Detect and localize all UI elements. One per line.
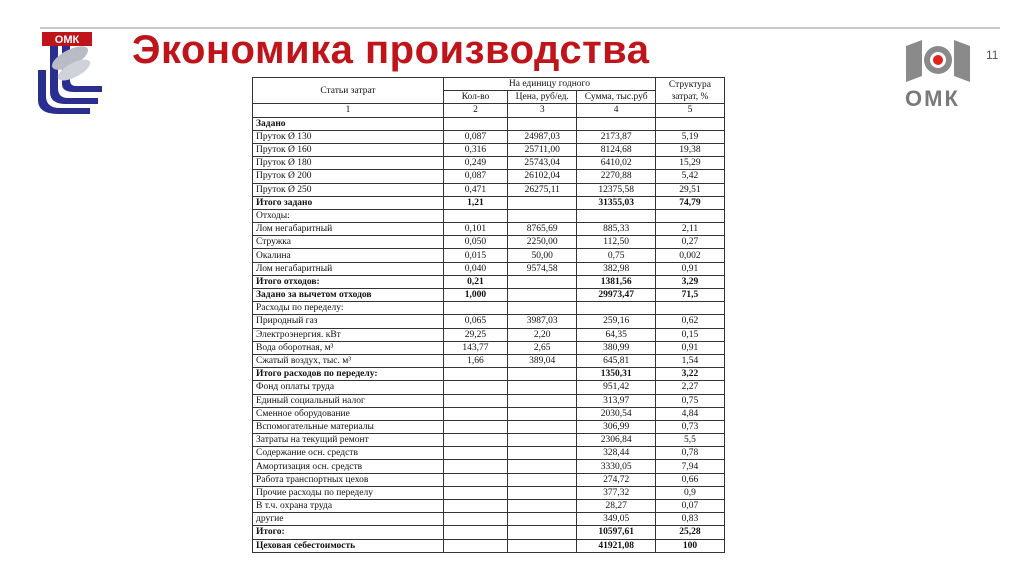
row-price: [508, 407, 577, 420]
row-price: 26102,04: [508, 170, 577, 183]
column-number-row: [253, 104, 725, 117]
row-share: [655, 302, 724, 315]
row-label: Стружка: [253, 236, 444, 249]
row-label: Итого:: [253, 526, 444, 539]
row-quantity: 29,25: [443, 328, 507, 341]
row-label: Итого задано: [253, 196, 444, 209]
row-price: 2,20: [508, 328, 577, 341]
page-title: Экономика производства: [132, 28, 650, 72]
row-quantity: 0,050: [443, 236, 507, 249]
row-price: [508, 289, 577, 302]
row-sum: 645,81: [577, 354, 656, 367]
row-sum: 328,44: [577, 447, 656, 460]
omk-logo-text: ОМК: [905, 86, 960, 111]
row-quantity: 1,66: [443, 354, 507, 367]
table-row: [253, 289, 725, 302]
table-row: [253, 236, 725, 249]
row-label: Пруток Ø 130: [253, 130, 444, 143]
row-label: Пруток Ø 160: [253, 143, 444, 156]
row-price: [508, 526, 577, 539]
header-sum: Сумма, тыс.руб: [577, 91, 656, 104]
row-sum: 2030,54: [577, 407, 656, 420]
company-logo-left: [28, 30, 106, 118]
row-label: Отходы:: [253, 209, 444, 222]
table-row: [253, 328, 725, 341]
row-share: 0,66: [655, 473, 724, 486]
header-cost-structure: Структура затрат, %: [655, 78, 724, 104]
row-price: 25743,04: [508, 157, 577, 170]
row-sum: 31355,03: [577, 196, 656, 209]
row-label: другие: [253, 513, 444, 526]
row-share: [655, 209, 724, 222]
row-label: В т.ч. охрана труда: [253, 500, 444, 513]
row-label: Пруток Ø 180: [253, 157, 444, 170]
row-quantity: [443, 368, 507, 381]
table-row: [253, 275, 725, 288]
row-sum: 306,99: [577, 420, 656, 433]
row-sum: 0,75: [577, 249, 656, 262]
row-sum: 274,72: [577, 473, 656, 486]
row-quantity: 0,101: [443, 223, 507, 236]
table-row: [253, 394, 725, 407]
table-row: [253, 486, 725, 499]
row-share: 74,79: [655, 196, 724, 209]
row-label: Природный газ: [253, 315, 444, 328]
row-label: Пруток Ø 200: [253, 170, 444, 183]
row-quantity: [443, 302, 507, 315]
cost-table-container: [252, 77, 725, 553]
row-share: 2,27: [655, 381, 724, 394]
row-price: [508, 275, 577, 288]
row-label: Лом негабаритный: [253, 262, 444, 275]
header-quantity: Кол-во: [443, 91, 507, 104]
row-share: 0,9: [655, 486, 724, 499]
row-sum: 64,35: [577, 328, 656, 341]
row-price: 24987,03: [508, 130, 577, 143]
row-price: [508, 368, 577, 381]
row-quantity: [443, 460, 507, 473]
row-sum: 29973,47: [577, 289, 656, 302]
row-price: 26275,11: [508, 183, 577, 196]
table-row: [253, 526, 725, 539]
row-quantity: 0,087: [443, 130, 507, 143]
row-share: 5,5: [655, 434, 724, 447]
row-quantity: 0,040: [443, 262, 507, 275]
row-quantity: 1,000: [443, 289, 507, 302]
row-share: 0,73: [655, 420, 724, 433]
row-share: 0,15: [655, 328, 724, 341]
row-price: [508, 447, 577, 460]
row-price: [508, 381, 577, 394]
row-label: Фонд оплаты труда: [253, 381, 444, 394]
row-price: 25711,00: [508, 143, 577, 156]
table-row: [253, 341, 725, 354]
row-price: [508, 394, 577, 407]
row-quantity: [443, 407, 507, 420]
row-sum: [577, 302, 656, 315]
row-label: Цеховая себестоимость: [253, 539, 444, 552]
row-label: Итого расходов по переделу:: [253, 368, 444, 381]
table-row: [253, 209, 725, 222]
row-share: 1,54: [655, 354, 724, 367]
row-share: 15,29: [655, 157, 724, 170]
row-quantity: 0,471: [443, 183, 507, 196]
row-label: Пруток Ø 250: [253, 183, 444, 196]
row-quantity: 0,21: [443, 275, 507, 288]
row-share: 2,11: [655, 223, 724, 236]
row-sum: 349,05: [577, 513, 656, 526]
row-price: [508, 486, 577, 499]
row-sum: 6410,02: [577, 157, 656, 170]
row-sum: [577, 209, 656, 222]
row-price: 3987,03: [508, 315, 577, 328]
row-share: 29,51: [655, 183, 724, 196]
row-price: 389,04: [508, 354, 577, 367]
row-quantity: 0,249: [443, 157, 507, 170]
row-quantity: [443, 209, 507, 222]
row-quantity: [443, 447, 507, 460]
row-share: 7,94: [655, 460, 724, 473]
row-share: 25,28: [655, 526, 724, 539]
row-quantity: 0,316: [443, 143, 507, 156]
column-number: 2: [443, 104, 507, 117]
row-sum: 2270,88: [577, 170, 656, 183]
table-row: [253, 513, 725, 526]
row-sum: 885,33: [577, 223, 656, 236]
header-price: Цена, руб/ед.: [508, 91, 577, 104]
row-share: 0,78: [655, 447, 724, 460]
row-label: Расходы по переделу:: [253, 302, 444, 315]
row-price: [508, 420, 577, 433]
row-label: Вспомогательные материалы: [253, 420, 444, 433]
column-number: 1: [253, 104, 444, 117]
table-row: [253, 447, 725, 460]
row-share: 19,38: [655, 143, 724, 156]
row-sum: 951,42: [577, 381, 656, 394]
cost-table-body: [253, 117, 725, 552]
row-sum: 313,97: [577, 394, 656, 407]
table-row: [253, 183, 725, 196]
row-label: Содержание осн. средств: [253, 447, 444, 460]
row-price: [508, 460, 577, 473]
row-sum: 12375,58: [577, 183, 656, 196]
column-number: 4: [577, 104, 656, 117]
row-quantity: 143,77: [443, 341, 507, 354]
row-share: 71,5: [655, 289, 724, 302]
row-share: 0,75: [655, 394, 724, 407]
row-sum: 377,32: [577, 486, 656, 499]
header-cost-items: Статьи затрат: [253, 78, 444, 104]
row-share: [655, 117, 724, 130]
row-share: 4,84: [655, 407, 724, 420]
table-row: [253, 196, 725, 209]
row-price: [508, 209, 577, 222]
row-quantity: [443, 500, 507, 513]
cost-structure-table: [252, 77, 725, 553]
table-row: [253, 407, 725, 420]
row-price: [508, 539, 577, 552]
row-price: 9574,58: [508, 262, 577, 275]
row-label: Электроэнергия. кВт: [253, 328, 444, 341]
row-quantity: [443, 513, 507, 526]
table-row: [253, 368, 725, 381]
table-row: [253, 223, 725, 236]
row-price: [508, 473, 577, 486]
row-sum: 3330,05: [577, 460, 656, 473]
row-price: [508, 196, 577, 209]
row-price: [508, 513, 577, 526]
row-sum: 10597,61: [577, 526, 656, 539]
row-sum: 2306,84: [577, 434, 656, 447]
row-sum: 1381,56: [577, 275, 656, 288]
table-row: [253, 381, 725, 394]
row-quantity: [443, 117, 507, 130]
row-share: 0,91: [655, 262, 724, 275]
table-row: [253, 473, 725, 486]
row-quantity: [443, 526, 507, 539]
row-label: Затраты на текущий ремонт: [253, 434, 444, 447]
row-price: [508, 117, 577, 130]
logo-left-text: ОМК: [54, 34, 80, 46]
row-quantity: 0,015: [443, 249, 507, 262]
row-label: Задано: [253, 117, 444, 130]
row-quantity: 0,087: [443, 170, 507, 183]
row-quantity: [443, 381, 507, 394]
row-label: Работа транспортных цехов: [253, 473, 444, 486]
row-share: 0,83: [655, 513, 724, 526]
row-sum: 28,27: [577, 500, 656, 513]
row-label: Сменное оборудование: [253, 407, 444, 420]
table-row: [253, 434, 725, 447]
table-row: [253, 420, 725, 433]
row-sum: 41921,08: [577, 539, 656, 552]
table-row: [253, 302, 725, 315]
table-row: [253, 130, 725, 143]
row-sum: 1350,31: [577, 368, 656, 381]
column-number: 3: [508, 104, 577, 117]
row-label: Окалина: [253, 249, 444, 262]
row-sum: 2173,87: [577, 130, 656, 143]
row-label: Амортизация осн. средств: [253, 460, 444, 473]
table-row: [253, 170, 725, 183]
table-row: [253, 539, 725, 552]
row-share: 3,29: [655, 275, 724, 288]
row-sum: [577, 117, 656, 130]
row-price: [508, 434, 577, 447]
table-row: [253, 315, 725, 328]
row-share: 100: [655, 539, 724, 552]
table-row: [253, 460, 725, 473]
row-share: 0,002: [655, 249, 724, 262]
row-quantity: 1,21: [443, 196, 507, 209]
row-price: 2250,00: [508, 236, 577, 249]
row-price: 8765,69: [508, 223, 577, 236]
row-quantity: [443, 539, 507, 552]
column-number: 5: [655, 104, 724, 117]
table-row: [253, 157, 725, 170]
table-row: [253, 117, 725, 130]
row-share: 0,91: [655, 341, 724, 354]
row-sum: 382,98: [577, 262, 656, 275]
row-share: 5,19: [655, 130, 724, 143]
row-label: Задано за вычетом отходов: [253, 289, 444, 302]
row-quantity: 0,065: [443, 315, 507, 328]
row-quantity: [443, 434, 507, 447]
row-share: 0,62: [655, 315, 724, 328]
table-row: [253, 262, 725, 275]
row-price: [508, 302, 577, 315]
row-price: 50,00: [508, 249, 577, 262]
row-share: 0,27: [655, 236, 724, 249]
row-label: Прочие расходы по переделу: [253, 486, 444, 499]
row-label: Сжатый воздух, тыс. м³: [253, 354, 444, 367]
row-share: 3,22: [655, 368, 724, 381]
table-row: [253, 500, 725, 513]
row-label: Вода оборотная, м³: [253, 341, 444, 354]
table-row: [253, 249, 725, 262]
row-sum: 112,50: [577, 236, 656, 249]
row-share: 0,07: [655, 500, 724, 513]
row-quantity: [443, 473, 507, 486]
row-quantity: [443, 394, 507, 407]
row-sum: 259,16: [577, 315, 656, 328]
slide-number: 11: [986, 48, 999, 62]
row-price: 2,65: [508, 341, 577, 354]
row-sum: 380,99: [577, 341, 656, 354]
row-label: Единый социальный налог: [253, 394, 444, 407]
row-price: [508, 500, 577, 513]
header-per-unit-group: На единицу годного: [443, 78, 655, 91]
row-label: Лом негабаритный: [253, 223, 444, 236]
table-row: [253, 354, 725, 367]
row-label: Итого отходов:: [253, 275, 444, 288]
row-quantity: [443, 420, 507, 433]
row-sum: 8124,68: [577, 143, 656, 156]
table-row: [253, 143, 725, 156]
row-share: 5,42: [655, 170, 724, 183]
row-quantity: [443, 486, 507, 499]
